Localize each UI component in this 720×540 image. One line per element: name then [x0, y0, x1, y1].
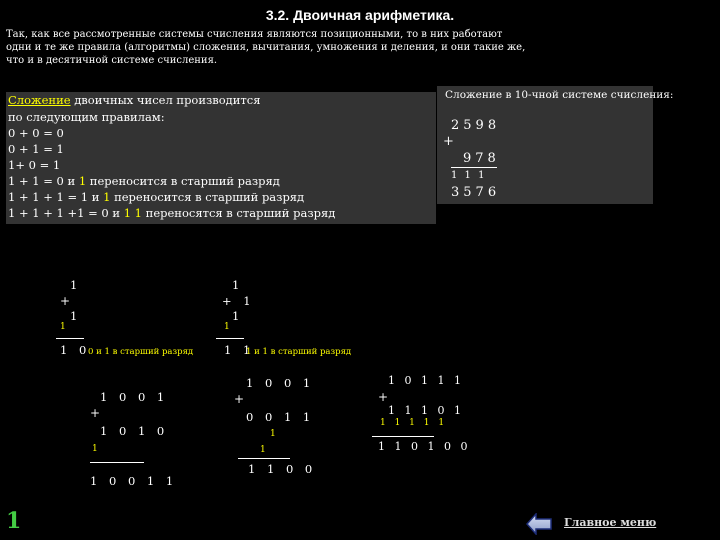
rule-4: [8, 174, 280, 188]
rules-line-1-text: двоичных чисел производится: [70, 93, 261, 107]
ex4-carry-2: 1: [260, 445, 266, 455]
ex4-carry-1: 1: [270, 429, 276, 439]
ex5-plus: +: [378, 390, 389, 404]
rules-keyword: Сложение: [8, 93, 71, 107]
ex1-carry: 1: [60, 322, 66, 332]
decimal-caption: Сложение в 10-чной системе счисления:: [445, 89, 674, 101]
decimal-result: 3576: [451, 185, 501, 200]
rule-4-carry: 1: [78, 174, 87, 188]
ex5-rule: [372, 436, 434, 437]
left-arrow-icon: [526, 513, 552, 535]
decimal-rule: [451, 167, 497, 168]
ex4-plus: +: [234, 392, 245, 406]
rule-3: 1+ 0 = 1: [8, 158, 61, 172]
ex3-operand-a: 1 0 0 1: [100, 390, 169, 404]
rule-4-mid: и: [63, 174, 79, 188]
ex3-carry: 1: [92, 444, 98, 454]
page-title: 3.2. Двоичная арифметика.: [265, 7, 455, 23]
ex3-result: 1 0 0 1 1: [90, 474, 178, 488]
rule-5-tail: переносится в старший разряд: [110, 190, 305, 204]
ex2-carry: 1: [224, 322, 230, 332]
ex5-result: 1 1 0 1 0 0: [378, 440, 471, 453]
rule-6: [8, 206, 335, 220]
ex3-operand-b: 1 0 1 0: [100, 424, 169, 438]
decimal-plus: +: [443, 134, 454, 149]
rules-panel: [6, 92, 436, 224]
ex4-operand-b: 0 0 1 1: [246, 410, 315, 424]
decimal-example-panel: [437, 86, 674, 204]
rule-6-eq: 1 + 1 + 1 +1 = 0: [8, 206, 109, 220]
ex2-rule: [216, 338, 244, 339]
rule-5-mid: и: [88, 190, 104, 204]
ex4-operand-a: 1 0 0 1: [246, 376, 315, 390]
ex2-note: 1 и 1 в старший разряд: [246, 347, 352, 357]
ex1-operand-b: 1: [70, 309, 82, 323]
ex1-operand-a: 1: [70, 278, 82, 292]
ex4-result: 1 1 0 0: [248, 462, 317, 476]
ex1-plus: +: [60, 294, 71, 308]
rule-2: 0 + 1 = 1: [8, 142, 64, 156]
ex3-rule: [90, 462, 144, 463]
back-arrow-button[interactable]: [526, 513, 552, 535]
rule-5: [8, 190, 304, 204]
decimal-carry: 1 1 1: [451, 170, 487, 181]
rules-line-2: по следующим правилам:: [8, 110, 165, 124]
rule-5-carry: 1: [103, 190, 111, 204]
ex5-operand-b: 1 1 1 0 1: [388, 404, 464, 417]
intro-paragraph: Так, как все рассмотренные системы счисления являются позиционными, то в них работают одни и те же правила (алгоритмы) сложения, вычитания, умножения и деления, и они такие же, что и в десятичной системе счисления.: [6, 29, 526, 66]
rule-4-eq: 1 + 1 = 0: [8, 174, 64, 188]
ex1-result: 1 0: [60, 343, 91, 357]
decimal-operand-a: 2598: [451, 118, 501, 133]
ex2-result: 1 1: [224, 343, 255, 357]
ex1-note: 0 и 1 в старший разряд: [88, 347, 194, 357]
rule-1: 0 + 0 = 0: [8, 126, 64, 140]
rule-6-tail: переносятся в старший разряд: [142, 206, 336, 220]
ex5-carry: 1 1 1 1 1: [380, 418, 448, 428]
ex3-plus: +: [90, 406, 101, 420]
rule-6-mid: и: [108, 206, 124, 220]
ex5-operand-a: 1 0 1 1 1: [388, 374, 464, 387]
page-number: 1: [6, 508, 22, 534]
decimal-operand-b: 978: [463, 151, 500, 166]
main-menu-link[interactable]: Главное меню: [564, 516, 657, 529]
ex1-rule: [56, 338, 84, 339]
ex4-rule: [238, 458, 290, 459]
rule-4-tail: переносится в старший разряд: [86, 174, 280, 188]
ex2-operand-a: 1: [232, 278, 244, 292]
ex2-operand-b: 1: [232, 309, 244, 323]
rule-6-carry: 1 1: [123, 206, 142, 220]
rule-5-eq: 1 + 1 + 1 = 1: [8, 190, 89, 204]
ex2-plus: + 1: [222, 294, 255, 308]
rules-line-1: [8, 93, 261, 107]
